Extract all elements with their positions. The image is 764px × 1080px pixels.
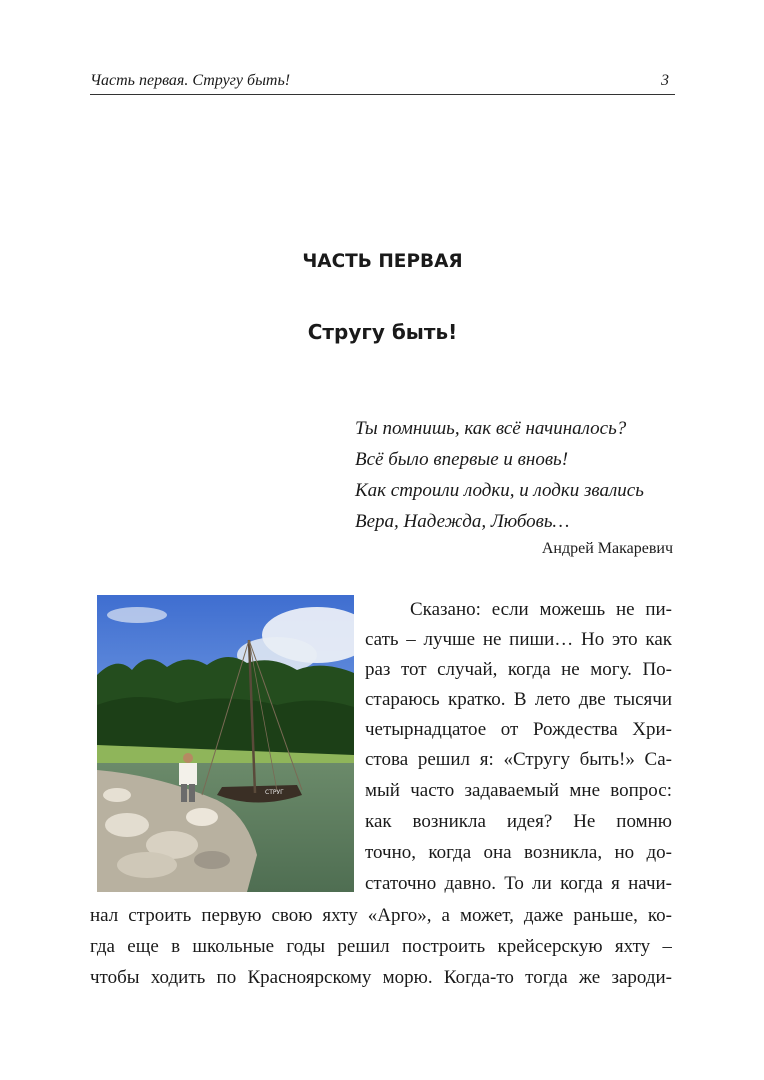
body-line: как возникла идея? Не помню [365,811,672,832]
body-line: сать – лучше не пиши… Но это как [365,629,672,650]
body-line: точно, когда она возникла, но до- [365,842,672,863]
body-line: чтобы ходить по Красноярскому морю. Когда-то тогда же зароди- [90,967,672,988]
part-title: ЧАСТЬ ПЕРВАЯ [302,251,463,272]
chapter-title: Стругу быть! [307,320,458,344]
body-line: стова решил я: «Стругу быть!» Са- [365,749,672,770]
body-line: гда еще в школьные годы решил построить крейсерскую яхту – [90,936,672,957]
body-line: Сказано: если можешь не пи- [410,599,672,620]
body-line: стараюсь кратко. В лето две тысячи [365,689,672,710]
epigraph-line: Вера, Надежда, Любовь… [355,511,570,532]
page-number: 3 [661,72,669,89]
body-line: раз тот случай, когда не могу. По- [365,659,672,680]
running-title: Часть первая. Стругу быть! [90,72,291,89]
epigraph [355,413,685,557]
body-line: мый часто задаваемый мне вопрос: [365,780,672,801]
epigraph-line: Ты помнишь, как всё начиналось? [355,418,627,439]
epigraph-line: Как строили лодки, и лодки звались [355,480,644,501]
epigraph-line: Всё было впервые и вновь! [355,449,569,470]
body-line: нал строить первую свою яхту «Арго», а может, даже раньше, ко- [90,905,672,926]
body-line: четырнадцатое от Рождества Хри- [365,719,672,740]
boat-name-text: СТРУГ [265,789,284,796]
running-header [90,72,675,95]
photo-boat-on-shore [97,595,354,892]
body-line: статочно давно. То ли когда я начи- [365,873,672,894]
epigraph-author: Андрей Макаревич [541,540,673,557]
